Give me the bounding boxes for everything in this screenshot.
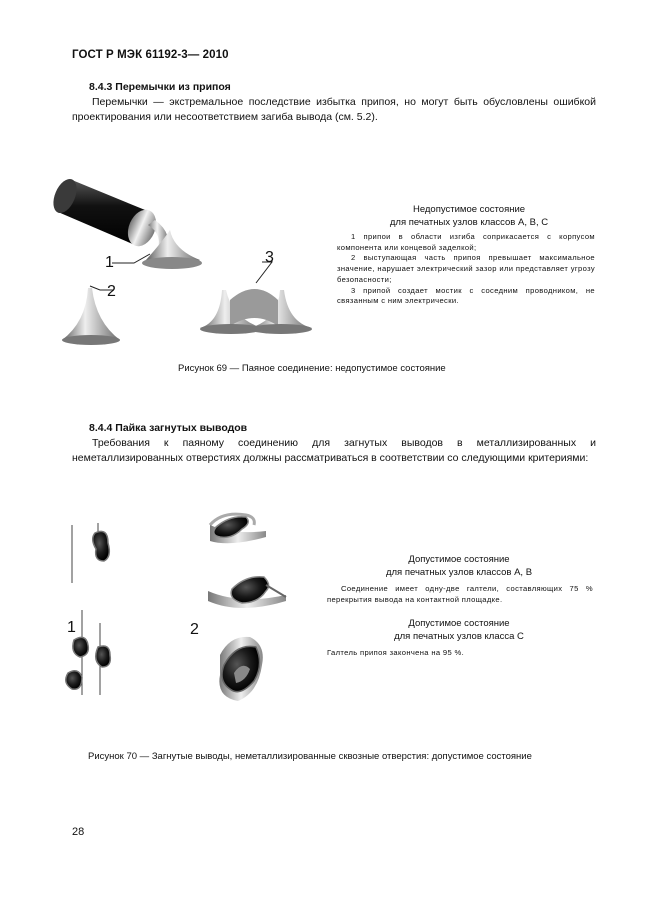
component-body-shape (49, 176, 162, 251)
document-header: ГОСТ Р МЭК 61192-3— 2010 (72, 49, 229, 61)
lead-top-left-shape (72, 523, 109, 583)
figure70-verdict-c-line2: для печатных узлов класса С (394, 631, 524, 642)
figure69-label-1: 1 (105, 254, 114, 271)
figure70-note-ab-text: Соединение имеет одну-две галтели, составляющих 75 % перекрытия вывода на контактной площадке. (327, 584, 593, 604)
solder-bridge-3-shape (200, 289, 312, 334)
figure69-label-3: 3 (265, 249, 274, 266)
figure69-note-3: 3 припой создает мостик с соседним проводником, не связанным с ним электрически. (337, 285, 595, 306)
section-title-844: 8.4.4 Пайка загнутых выводов (89, 422, 248, 434)
figure70-note-ab (327, 584, 593, 605)
figure70-illustration (60, 505, 310, 710)
lead-top-right-shape (210, 514, 266, 543)
figure70-label-1: 1 (67, 619, 76, 636)
figure70-verdict-ab-line2: для печатных узлов классов А, В (385, 567, 533, 578)
figure70-caption: Рисунок 70 — Загнутые выводы, неметаллизированные сквозные отверстия: допустимое состояние (88, 751, 532, 762)
figure69-verdict (340, 203, 598, 229)
figure70-note-c-text: Галтель припоя закончена на 95 %. (327, 648, 465, 657)
figure70-verdict-c (330, 617, 588, 643)
figure70-note-c (327, 648, 593, 659)
figure69-note-1: 1 припои в области изгиба соприкасается с корпусом компонента или концевой заделкой; (337, 232, 595, 252)
figure70-verdict-ab (330, 553, 588, 579)
section-title-843: 8.4.3 Перемычки из припоя (89, 81, 231, 93)
figure69-caption: Рисунок 69 — Паяное соединение: недопустимое состояние (178, 363, 446, 374)
figure69-notes (337, 232, 595, 307)
figure69-note-2: 2 выступающая часть припоя превышает максимальное значение, нарушает электрический зазор или представляет угрозу безопасности; (337, 253, 595, 284)
figure70-verdict-c-line1: Допустимое состояние (408, 618, 510, 629)
figure69-illustration (50, 150, 330, 350)
lead-bottom-right-shape (219, 637, 262, 701)
figure69-verdict-line2: для печатных узлов классов А, В, С (389, 217, 549, 228)
figure70-label-2: 2 (190, 621, 199, 638)
figure69-label-2: 2 (107, 283, 116, 300)
page-number: 28 (72, 826, 85, 838)
figure70-verdict-ab-line1: Допустимое состояние (408, 554, 510, 565)
section-text-844: Требования к паяному соединению для загнутых выводов в металлизированных и неметаллизированных отверстиях должны рассматриваться в соответствии со следующими критериями: (72, 437, 596, 464)
lead-middle-right-shape (208, 577, 286, 608)
figure69-verdict-line1: Недопустимое состояние (412, 204, 526, 215)
section-text-843: Перемычки — экстремальное последствие избытка припоя, но могут быть обусловлены ошибкой проектирования или несоответствием загиба вывода (см. 5.2). (72, 96, 596, 123)
